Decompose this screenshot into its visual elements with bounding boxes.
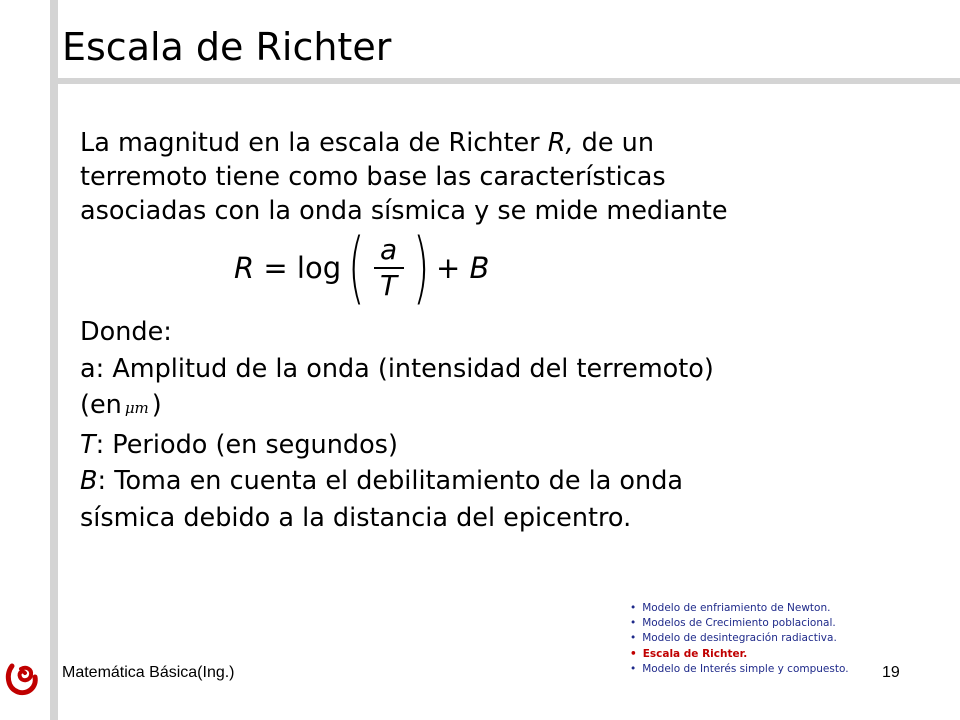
topic-item-active[interactable] [630, 647, 849, 662]
topic-label: Escala de Richter. [642, 647, 748, 660]
bullet-icon: • [630, 662, 637, 675]
topic-item[interactable] [630, 631, 849, 646]
formula-plus: + [435, 251, 470, 285]
bullet-icon: • [630, 617, 637, 630]
bullet-icon: • [630, 647, 637, 660]
definitions-heading: Donde: [80, 317, 172, 347]
formula-fraction [374, 233, 404, 303]
variable-t: T [80, 429, 96, 460]
richter-formula [234, 223, 490, 313]
definitions-block [80, 314, 714, 536]
definition-b-cont: sísmica debido a la distancia del epicentro. [80, 502, 632, 533]
intro-line-1 [80, 126, 940, 160]
intro-line-2: terremoto tiene como base las características [80, 162, 666, 192]
micrometer-symbol: μm [124, 399, 149, 417]
topic-item[interactable] [630, 601, 849, 616]
formula-eq-log: = log [254, 251, 342, 285]
upc-logo-icon [4, 660, 40, 696]
bullet-icon: • [630, 632, 637, 645]
topic-label: Modelo de Interés simple y compuesto. [642, 662, 849, 675]
fraction-denominator: T [379, 268, 398, 302]
intro-paragraph [80, 126, 940, 228]
intro-text: La magnitud en la escala de Richter [80, 128, 548, 158]
topic-item[interactable] [630, 616, 849, 631]
left-paren: ( [347, 223, 365, 313]
intro-line-3: asociadas con la onda sísmica y se mide mediante [80, 196, 728, 226]
topic-label: Modelo de enfriamiento de Newton. [642, 602, 831, 614]
definition-t [80, 427, 714, 464]
topic-label: Modelos de Crecimiento poblacional. [642, 617, 836, 630]
definition-a: a: Amplitud de la onda (intensidad del terremoto) [80, 353, 714, 384]
slide-title: Escala de Richter [62, 25, 392, 69]
title-underline-rule [50, 78, 960, 84]
definition-a-unit [80, 387, 714, 427]
intro-text: de un [573, 128, 654, 158]
topic-item[interactable] [630, 662, 849, 677]
topic-label: Modelo de desintegración radiactiva. [642, 632, 837, 645]
unit-open: (en [80, 390, 122, 420]
definition-t-text: : Periodo (en segundos) [95, 429, 398, 460]
page-number: 19 [882, 664, 900, 681]
course-name: Matemática Básica(Ing.) [62, 664, 235, 681]
topics-list [630, 601, 849, 677]
definition-b [80, 463, 714, 500]
left-vertical-rule [50, 0, 58, 720]
fraction-numerator: a [379, 233, 398, 267]
variable-r: R, [547, 128, 574, 158]
unit-close: ) [151, 390, 162, 420]
definition-b-text: : Toma en cuenta el debilitamiento de la onda [97, 466, 684, 496]
variable-b: B [80, 466, 98, 496]
bullet-icon: • [630, 602, 637, 614]
formula-lhs: R [234, 251, 255, 285]
formula-rhs: B [469, 251, 490, 285]
right-paren: ) [412, 223, 430, 313]
